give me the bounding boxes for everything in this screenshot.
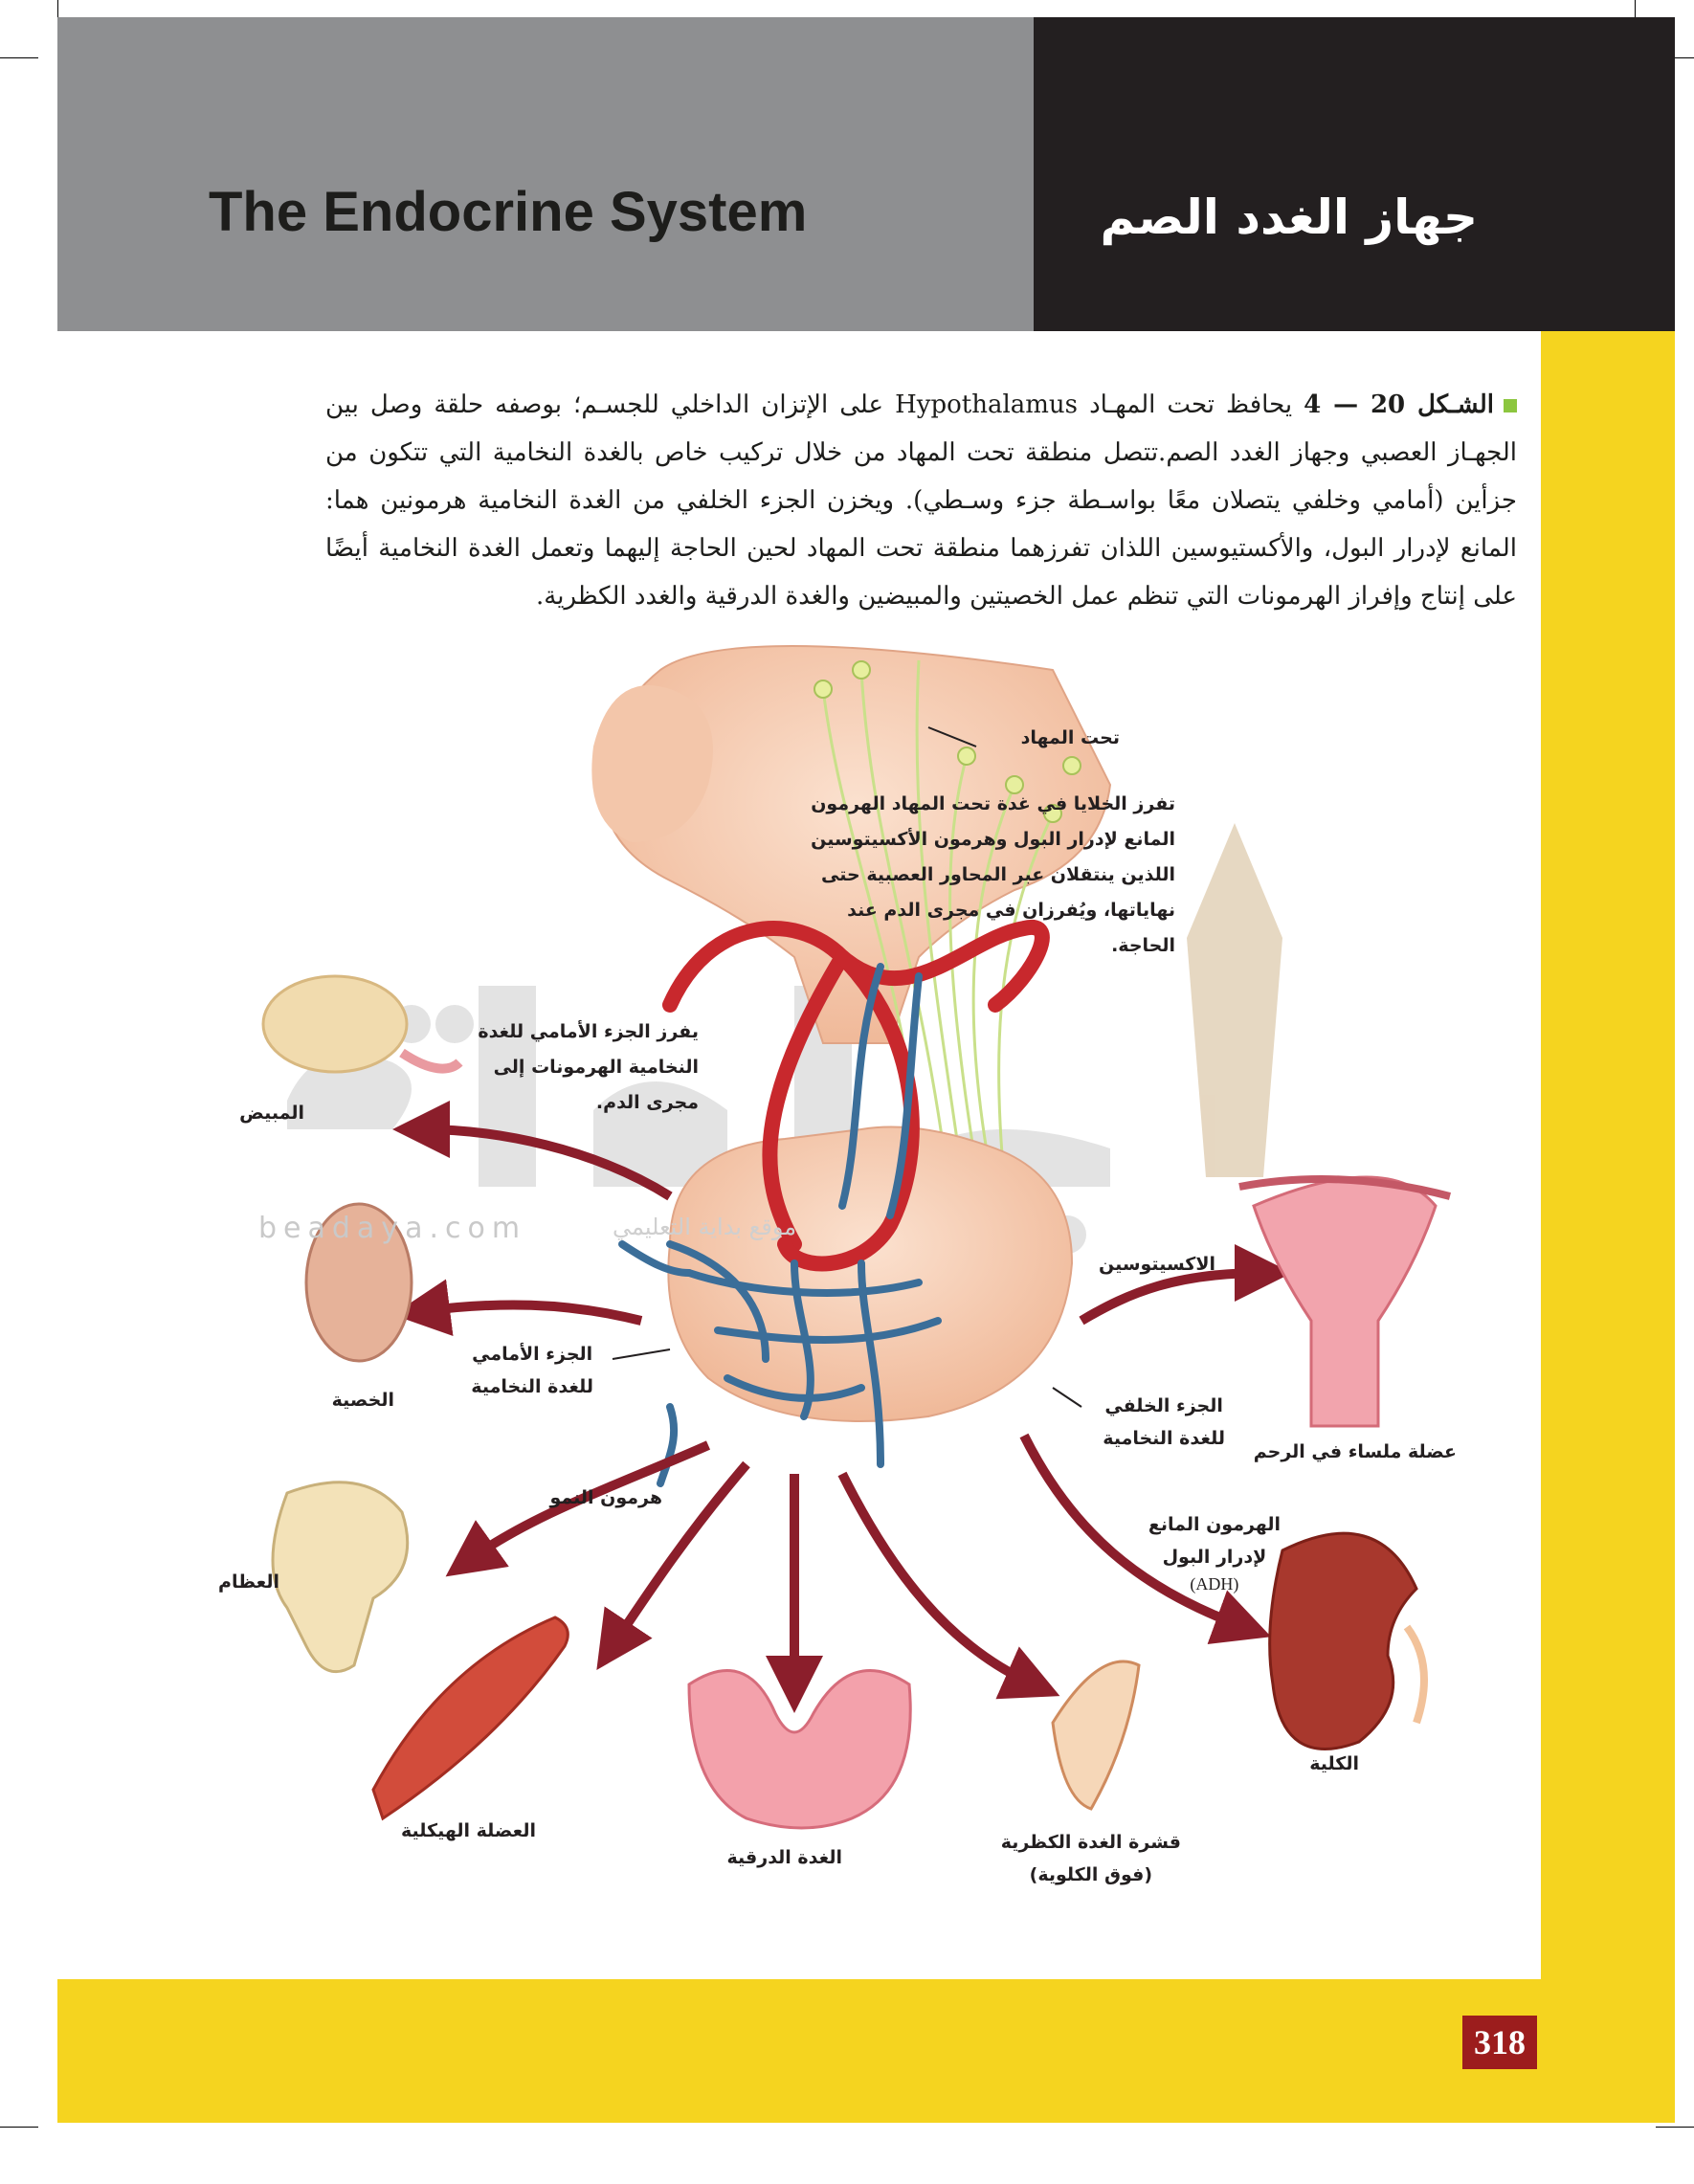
label-anterior-pituitary: الجزء الأمامي للغدة النخامية: [471, 1344, 593, 1397]
bone-organ: [273, 1482, 408, 1672]
label-skeletal-muscle: العضلة الهيكلية: [400, 1820, 536, 1841]
header-band-gray: [57, 17, 1034, 331]
crop-mark: [0, 2127, 38, 2128]
page-number: 318: [1462, 2016, 1537, 2069]
kidney-organ: [1270, 1533, 1416, 1749]
label-thyroid: الغدة الدرقية: [726, 1847, 842, 1868]
title-arabic: جهاز الغدد الصم: [1100, 189, 1478, 245]
label-adh: الهرمون المانع لإدرار البول (ADH): [1148, 1514, 1281, 1593]
crop-mark: [1656, 2127, 1694, 2128]
watermark-url: beadaya.com: [258, 1212, 527, 1245]
bullet-square-icon: [1504, 399, 1517, 412]
figure-number: الشـكل 20 — 4: [1304, 390, 1494, 419]
label-hypothalamus: تحت المهاد: [1020, 727, 1120, 748]
crop-mark: [0, 57, 38, 58]
caption-text: يحافظ تحت المهـاد Hypothalamus على الإتزان الداخلي للجسـم؛ بوصفه حلقة وصل بين الجهـاز العصبي وجهاز الغدد الصم.تتصل منطقة تحت المهاد من خلال تركيب خاص بالغدة النخامية التي تتكون من جزأين (أمامي وخلفي يتصلان معًا بواسـطة جزء وسـطي). ويخزن الجزء الخلفي من الغدة النخامية هرمونين هما: المانع لإدرار البول، والأكستيوسين اللذان تفرزهما منطقة تحت المهاد لحين الحاجة إليهما وتعمل الغدة النخامية أيضًا على إنتاج وإفراز الهرمونات التي تنظم عمل الخصيتين والمبيضين والغدة الدرقية والغدد الكظرية.: [325, 390, 1518, 611]
label-testis: الخصية: [331, 1390, 394, 1411]
label-growth-hormone: هرمون النمو: [549, 1487, 662, 1508]
muscle-organ: [373, 1617, 568, 1818]
label-kidney: الكلية: [1309, 1753, 1359, 1774]
watermark-subtitle: موقع بداية التعليمي: [613, 1214, 797, 1240]
uterus-organ: [1254, 1177, 1436, 1426]
title-english: The Endocrine System: [209, 181, 808, 243]
label-posterior-pituitary: الجزء الخلفي للغدة النخامية: [1103, 1395, 1225, 1449]
adrenal-organ: [1053, 1661, 1139, 1809]
label-bones: العظام: [218, 1571, 279, 1593]
label-oxytocin: الاكسيتوسين: [1098, 1254, 1215, 1275]
label-ovary: المبيض: [239, 1103, 304, 1124]
note-anterior-secretion: يفرز الجزء الأمامي للغدة النخامية الهرمونات إلى مجرى الدم.: [478, 1021, 699, 1113]
figure-caption: [325, 381, 1517, 620]
thyroid-organ: [689, 1670, 910, 1828]
label-adrenal: قشرة الغدة الكظرية (فوق الكلوية): [1000, 1832, 1181, 1885]
label-uterus: عضلة ملساء في الرحم: [1253, 1441, 1457, 1462]
footer-accent-bar: [57, 1979, 1675, 2123]
ovary-organ: [263, 976, 407, 1072]
header-band-dark: [1034, 17, 1675, 331]
note-hypothalamus: تفرز الخلايا في غدة تحت المهاد الهرمون المانع لإدرار البول وهرمون الأكسيتوسين اللذين ينتقلان عبر المحاور العصبية حتى نهاياتها، ويُفرزان في مجرى الدم عند الحاجة.: [811, 793, 1175, 956]
